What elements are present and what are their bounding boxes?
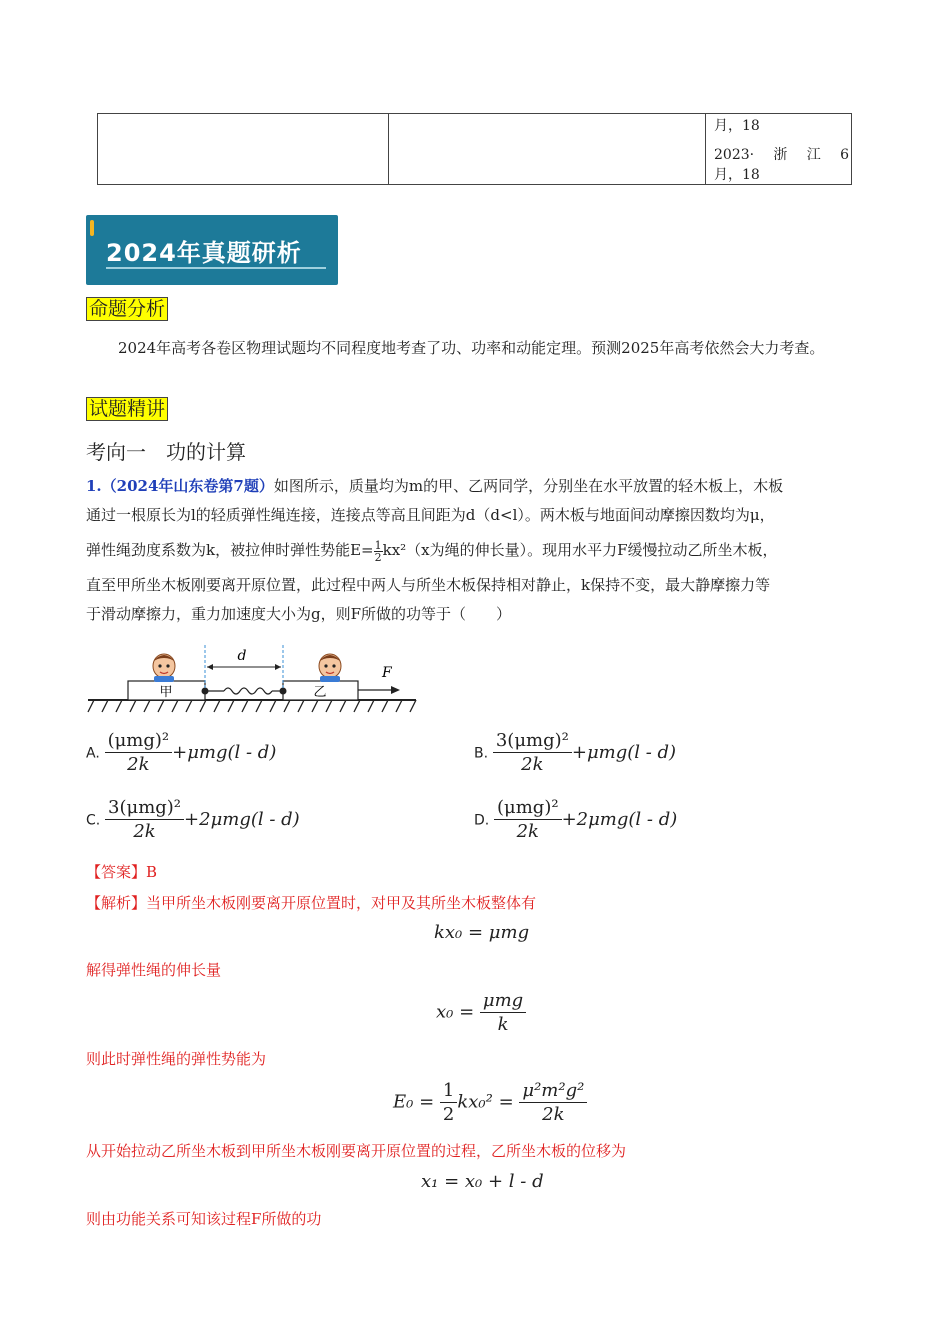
fraction-numerator: (μmg)² xyxy=(105,730,173,753)
force-label: F xyxy=(382,665,392,681)
equation-part: x₀ = xyxy=(436,1001,475,1023)
student-left-icon xyxy=(153,654,175,682)
fraction-denominator: 2k xyxy=(516,821,539,842)
fraction-numerator: 1 xyxy=(374,538,382,552)
topic-heading: 考向一 功的计算 xyxy=(86,440,246,464)
fraction-numerator: μ²m²g² xyxy=(519,1080,587,1103)
answer-text: 【答案】B xyxy=(86,863,158,881)
equation-3 xyxy=(393,1080,587,1125)
option-a[interactable] xyxy=(86,730,276,775)
formula-rest: +μmg(l - d) xyxy=(571,741,677,763)
equation-4: x₁ = x₀ + l - d xyxy=(421,1171,544,1192)
student-right-icon xyxy=(319,654,341,682)
banner-accent xyxy=(90,220,94,236)
analysis-line-2: 解得弹性绳的伸长量 xyxy=(86,961,222,979)
fraction-numerator: 3(μmg)² xyxy=(105,797,184,820)
fraction-denominator: 2k xyxy=(542,1104,565,1125)
banner-title: 2024年真题研析 xyxy=(106,239,302,267)
highlight-label: 命题分析 xyxy=(86,297,168,321)
fraction-denominator: 2 xyxy=(442,1104,455,1125)
table-text-row xyxy=(714,145,849,165)
table-cell xyxy=(388,114,706,184)
question-text-part: 弹性绳劲度系数为k，被拉伸时弹性势能E= xyxy=(86,541,374,559)
analysis-line-5: 则由功能关系可知该过程F所做的功 xyxy=(86,1210,322,1228)
banner-underline xyxy=(106,267,326,269)
option-b[interactable] xyxy=(474,730,676,775)
connection-point xyxy=(280,688,287,695)
question-source: （2024年山东卷第7题） xyxy=(101,477,274,495)
analysis-text: 当甲所坐木板刚要离开原位置时，对甲及其所坐木板整体有 xyxy=(146,894,537,912)
table-text: 6 xyxy=(840,147,849,163)
option-formula xyxy=(105,730,277,775)
question-line xyxy=(86,472,866,501)
question-line-1: 如图所示，质量均为m的甲、乙两同学，分别坐在水平放置的轻木板上，木板 xyxy=(273,477,784,495)
option-letter: A. xyxy=(86,745,100,762)
equation-2 xyxy=(436,990,526,1035)
option-letter: C. xyxy=(86,812,101,829)
table-text: 浙 xyxy=(773,147,788,163)
fraction-numerator: (μmg)² xyxy=(494,797,562,820)
question-text-part: kx²（x为绳的伸长量）。现用水平力F缓慢拉动乙所坐木板， xyxy=(382,541,778,559)
table-text: 2023· xyxy=(714,147,755,163)
fraction-numerator: 3(μmg)² xyxy=(493,730,572,753)
fraction-denominator: 2k xyxy=(127,754,150,775)
section-banner xyxy=(86,215,338,285)
option-formula xyxy=(105,797,300,842)
connection-point xyxy=(202,688,209,695)
analysis-paragraph: 2024年高考各卷区物理试题均不同程度地考查了功、功率和动能定理。预测2025年高考依然会大力考查。 xyxy=(118,339,825,357)
highlight-label: 试题精讲 xyxy=(86,397,168,421)
equation-1: kx₀ = μmg xyxy=(434,922,530,943)
option-letter: B. xyxy=(474,745,489,762)
option-formula xyxy=(494,797,678,842)
analysis-line-1 xyxy=(86,891,536,915)
option-letter: D. xyxy=(474,812,490,829)
formula-rest: +2μmg(l - d) xyxy=(184,808,300,830)
formula-rest: +2μmg(l - d) xyxy=(561,808,678,830)
force-arrow xyxy=(391,686,400,694)
question-text xyxy=(86,472,866,629)
question-line-3 xyxy=(86,536,866,565)
fraction-numerator: μmg xyxy=(480,990,526,1013)
question-line-5: 于滑动摩擦力，重力加速度大小为g，则F所做的功等于（ ） xyxy=(86,605,512,623)
option-d[interactable] xyxy=(474,797,677,842)
heading-exercises xyxy=(86,397,168,421)
table-text: 江 xyxy=(806,147,821,163)
formula-rest: +μmg(l - d) xyxy=(172,741,277,763)
board-left-label: 甲 xyxy=(159,685,173,700)
elastic-rope xyxy=(224,688,272,694)
analysis-label: 【解析】 xyxy=(86,894,147,912)
boards-figure xyxy=(86,640,426,720)
half-fraction xyxy=(374,540,383,563)
question-line-2: 通过一根原长为l的轻质弹性绳连接，连接点等高且间距为d（d<l）。两木板与地面间动摩擦因数均为μ， xyxy=(86,506,775,524)
fraction-denominator: k xyxy=(497,1014,509,1035)
table-text: 月，18 xyxy=(714,118,760,134)
heading-analysis xyxy=(86,297,168,321)
fraction-numerator: 1 xyxy=(440,1080,457,1103)
board-right-label: 乙 xyxy=(313,685,327,700)
table-text: 月，18 xyxy=(714,167,760,183)
table-cell-years xyxy=(714,116,849,185)
question-line-4: 直至甲所坐木板刚要离开原位置，此过程中两人与所坐木板保持相对静止，k保持不变，最大静摩擦力等 xyxy=(86,576,771,594)
analysis-line-4: 从开始拉动乙所坐木板到甲所坐木板刚要离开原位置的过程，乙所坐木板的位移为 xyxy=(86,1142,627,1160)
table-cell xyxy=(98,114,389,184)
analysis-line-3: 则此时弹性绳的弹性势能为 xyxy=(86,1050,267,1068)
fraction-denominator: 2k xyxy=(133,821,156,842)
option-formula xyxy=(493,730,677,775)
question-number: 1. xyxy=(86,477,102,495)
equation-part: E₀ = xyxy=(393,1091,435,1113)
summary-table xyxy=(97,113,852,185)
distance-label: d xyxy=(237,648,247,664)
fraction-denominator: 2 xyxy=(374,550,382,564)
option-c[interactable] xyxy=(86,797,300,842)
equation-part: kx₀² = xyxy=(457,1091,514,1113)
fraction-denominator: 2k xyxy=(521,754,544,775)
